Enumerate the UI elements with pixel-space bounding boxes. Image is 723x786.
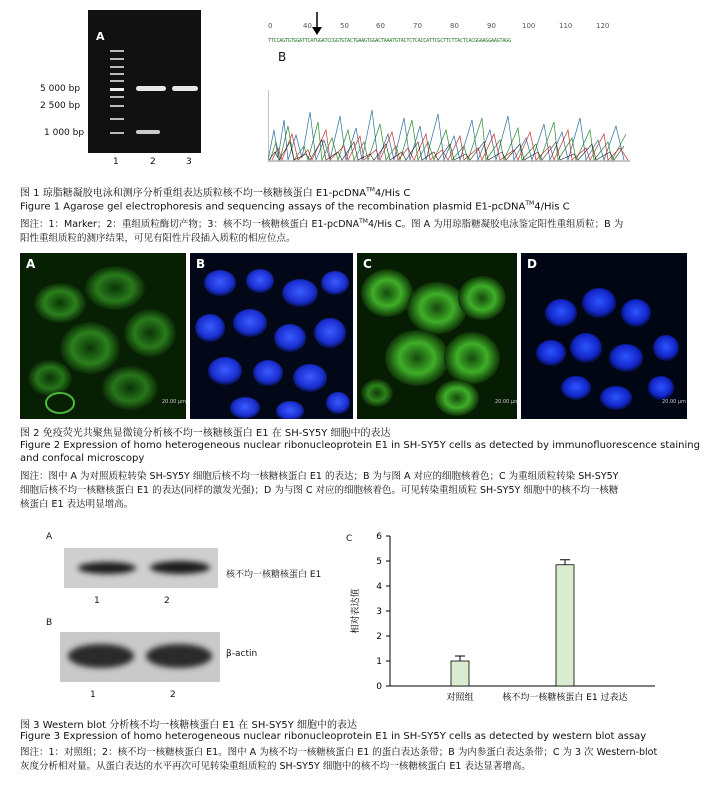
panel-label-3c: C: [346, 534, 353, 544]
panel-label-3a: A: [46, 532, 53, 542]
lane-label-3: 3: [186, 157, 192, 167]
y-tick-label: 4: [376, 582, 382, 592]
scale-bar-c: 20.00 μm: [495, 399, 519, 405]
x-tick-label: 对照组: [446, 693, 474, 703]
panel-label-b2: B: [196, 257, 206, 271]
fig3-title-en: Figure 3 Expression of homo heterogeneous nuclear ribonucleoprotein E1 in SH-SY5Y cells as detected by western blot assay: [20, 731, 647, 742]
y-tick-label: 2: [376, 632, 382, 642]
gel-image: [88, 10, 201, 153]
bar: [556, 565, 574, 686]
lane-label-3b-2: 2: [170, 690, 176, 700]
sequence-text: TTCCAGTGTGGATTCATGGATCCGGTGTACTGAAGTGGACTAAATGTACTCTCACCATTCGCTTCTTACTCACGGAAGGAAGTAGG: [268, 38, 511, 44]
fluorescence-panel-b: [190, 253, 353, 419]
lane-label-3b-1: 1: [90, 690, 96, 700]
western-blot-b: [60, 632, 220, 682]
fig3-note: 图注：1：对照组；2：核不均一核糖核蛋白 E1。图中 A 为核不均一核糖核蛋白 E1 的蛋白表达条带；B 为内参蛋白表达条带；C 为 3 次 Western-blot 灰度分析相对量。从蛋白表达的水平再次可见转染重组质粒的 SH-SY5Y 细胞中的核不均一核糖核蛋白 E1 表达显著增高。: [20, 747, 658, 772]
band-label-e1: 核不均一核糖核蛋白 E1: [226, 570, 322, 580]
lane-label-1: 1: [113, 157, 119, 167]
fig3-title-cn: 图 3 Western blot 分析核不均一核糖核蛋白 E1 在 SH-SY5Y 细胞中的表达: [20, 720, 358, 731]
bar-chart: [340, 518, 670, 714]
fig2-note: 图注：图中 A 为对照质粒转染 SH-SY5Y 细胞后核不均一核糖核蛋白 E1 的表达；B 为与图 A 对应的细胞核着色；C 为重组质粒转染 SH-SY5Y 细胞后核不均一核糖核蛋白 E1 的表达(同样的激发光强)；D 为与图 C 对应的细胞核着色。可见转染重组质粒 SH-SY5Y 细胞中的核不均一核糖 核蛋白 E1 表达明显增高。: [20, 471, 619, 510]
y-axis-label: 相对表达值: [351, 588, 361, 634]
arrow-down-icon: [312, 12, 322, 36]
panel-label-b: B: [278, 50, 287, 64]
lane-label-2: 2: [150, 157, 156, 167]
fluorescence-panel-d: [521, 253, 687, 419]
lane-label-3a-1: 1: [94, 596, 100, 606]
y-tick-label: 3: [376, 607, 382, 617]
chromatogram: [268, 90, 630, 162]
sequence-ticks: 0 40 50 60 70 80 90 100 110 120: [268, 22, 610, 30]
y-tick-label: 0: [376, 682, 382, 692]
scale-bar-d: 20.00 μm: [662, 399, 686, 405]
y-tick-label: 6: [376, 532, 382, 542]
fig1-note: 图注：1：Marker；2：重组质粒酶切产物；3：核不均一核糖核蛋白 E1-pcDNA™4/His C。图 A 为用琼脂糖凝胶电泳鉴定阳性重组质粒；B 为 阳性重组质粒的测序结果，可见有阳性片段插入质粒的相应位点。: [20, 218, 624, 245]
fig2-title-en: Figure 2 Expression of homo heterogeneous nuclear ribonucleoprotein E1 in SH-SY5Y cells as detected by immunofluorescence staining and confocal microscopy: [20, 440, 700, 464]
fig1-title-en: Figure 1 Agarose gel electrophoresis and sequencing assays of the recombination plasmid E1-pcDNA™4/His C: [20, 200, 570, 213]
panel-label-a2: A: [26, 257, 36, 271]
western-blot-a: [64, 548, 218, 588]
ladder-label-1000: 1 000 bp: [44, 128, 85, 138]
band-label-actin: β-actin: [226, 649, 258, 659]
bar: [451, 661, 469, 686]
y-tick-label: 1: [376, 657, 382, 667]
y-tick-label: 5: [376, 557, 382, 567]
panel-label-3b: B: [46, 618, 53, 628]
panel-label-c2: C: [363, 257, 372, 271]
fig2-title-cn: 图 2 免疫荧光共聚焦显微镜分析核不均一核糖核蛋白 E1 在 SH-SY5Y 细胞中的表达: [20, 428, 391, 439]
x-tick-label: 核不均一核糖核蛋白 E1 过表达: [502, 693, 628, 703]
ladder-label-2500: 2 500 bp: [40, 101, 81, 111]
lane-label-3a-2: 2: [164, 596, 170, 606]
fluorescence-panel-a: [20, 253, 186, 419]
fig1-title-cn: 图 1 琼脂糖凝胶电泳和测序分析重组表达质粒核不均一核糖核蛋白 E1-pcDNA™4/His C: [20, 186, 411, 199]
panel-label-d2: D: [527, 257, 537, 271]
fluorescence-panel-c: [357, 253, 517, 419]
panel-label-a: A: [96, 30, 105, 43]
ladder-label-5000: 5 000 bp: [40, 84, 81, 94]
scale-bar-a: 20.00 μm: [162, 399, 186, 405]
